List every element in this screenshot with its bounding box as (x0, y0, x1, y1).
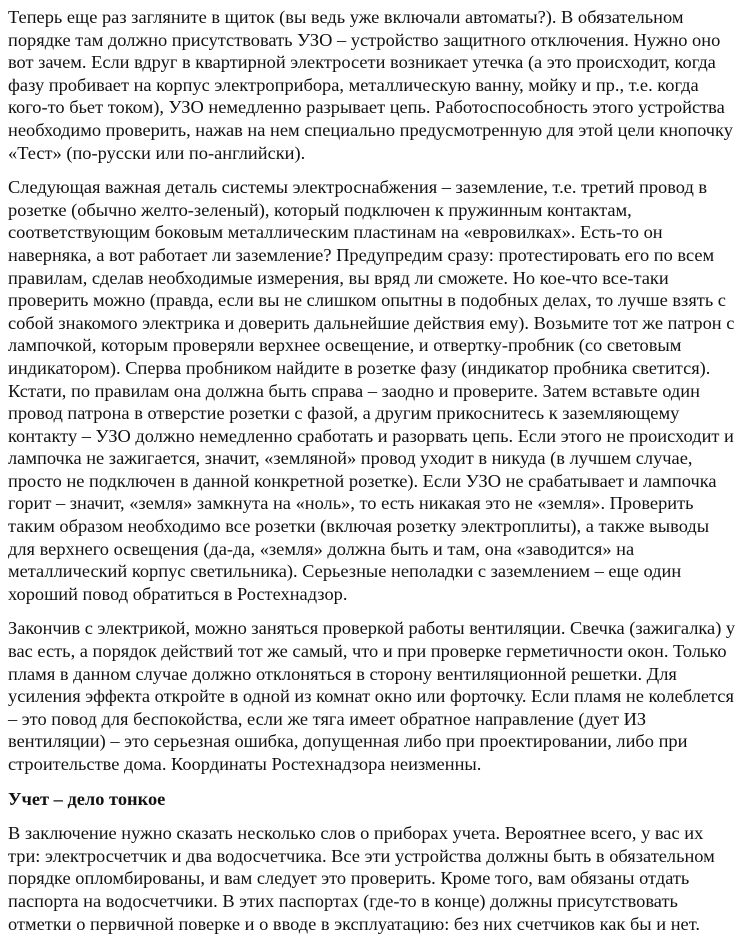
article-body (8, 6, 736, 947)
paragraph-meters: В заключение нужно сказать несколько слов о приборах учета. Вероятнее всего, у вас их три: электросчетчик и два водосчетчика. Все эти устройства должны быть в обязательном порядке опломбированы, и вам следует это проверить. Кроме того, вам обязаны отдать паспорта на водосчетчики. В этих паспортах (где-то в конце) должны присутствовать отметки о первичной поверке и о вводе в эксплуатацию: без них счетчиков как бы и нет. (8, 823, 715, 934)
section-heading: Учет – дело тонкое (8, 788, 166, 809)
paragraph-ventilation: Закончив с электрикой, можно заняться проверкой работы вентиляции. Свечка (зажигалка) у вас есть, а порядок действий тот же самый, что и при проверке герметичности окон. Только пламя в данном случае должно отклоняться в сторону вентиляционной решетки. Для усиления эффекта откройте в одной из комнат окно или форточку. Если пламя не колеблется – это повод для беспокойства, если же тяга имеет обратное направление (дует ИЗ вентиляции) – это серьезная ошибка, допущенная либо при проектировании, либо при строительстве дома. Координаты Ростехнадзора неизменны. (8, 618, 736, 774)
paragraph-rcd: Теперь еще раз загляните в щиток (вы ведь уже включали автоматы?). В обязательном порядке там должно присутствовать УЗО – устройство защитного отключения. Нужно оно вот зачем. Если вдруг в квартирной электросети возникает утечка (а это происходит, когда фазу пробивает на корпус электроприбора, металлическую ванну, мойку и пр., т.е. когда кого-то бьет током), УЗО немедленно разрывает цепь. Работоспособность этого устройства необходимо проверить, нажав на нем специально предусмотренную для этой цели кнопочку «Тест» (по-русски или по-английски). (8, 7, 733, 163)
paragraph-grounding: Следующая важная деталь системы электроснабжения – заземление, т.е. третий провод в розетке (обычно желто-зеленый), который подключен к пружинным контактам, соответствующим боковым металлическим пластинам на «евровилках». Есть-то он наверняка, а вот работает ли заземление? Предупредим сразу: протестировать его по всем правилам, сделав необходимые измерения, вы вряд ли сможете. Но кое-что все-таки проверить можно (правда, если вы не слишком опытны в подобных делах, то лучше взять с собой знакомого электрика и доверить дальнейшие действия ему). Возьмите тот же патрон с лампочкой, которым проверяли верхнее освещение, и отвертку-пробник (со световым индикатором). Сперва пробником найдите в розетке фазу (индикатор пробника светится). Кстати, по правилам она должна быть справа – заодно и проверите. Затем вставьте один провод патрона в отверстие розетки с фазой, а другим прикоснитесь к заземляющему контакту – УЗО должно немедленно сработать и разорвать цепь. Если этого не происходит и лампочка не зажигается, значит, «земляной» провод уходит в никуда (в лучшем случае, просто не подключен в данной конкретной розетке). Если УЗО не срабатывает и лампочка горит – значит, «земля» замкнута на «ноль», то есть никакая это не «земля». Проверить таким образом необходимо все розетки (включая розетку электроплиты), а также выводы для верхнего освещения (да-да, «земля» должна быть и там, она «заводится» на металлический корпус светильника). Серьезные неполадки с заземлением – еще один хороший повод обратиться в Ростехнадзор. (8, 177, 735, 604)
